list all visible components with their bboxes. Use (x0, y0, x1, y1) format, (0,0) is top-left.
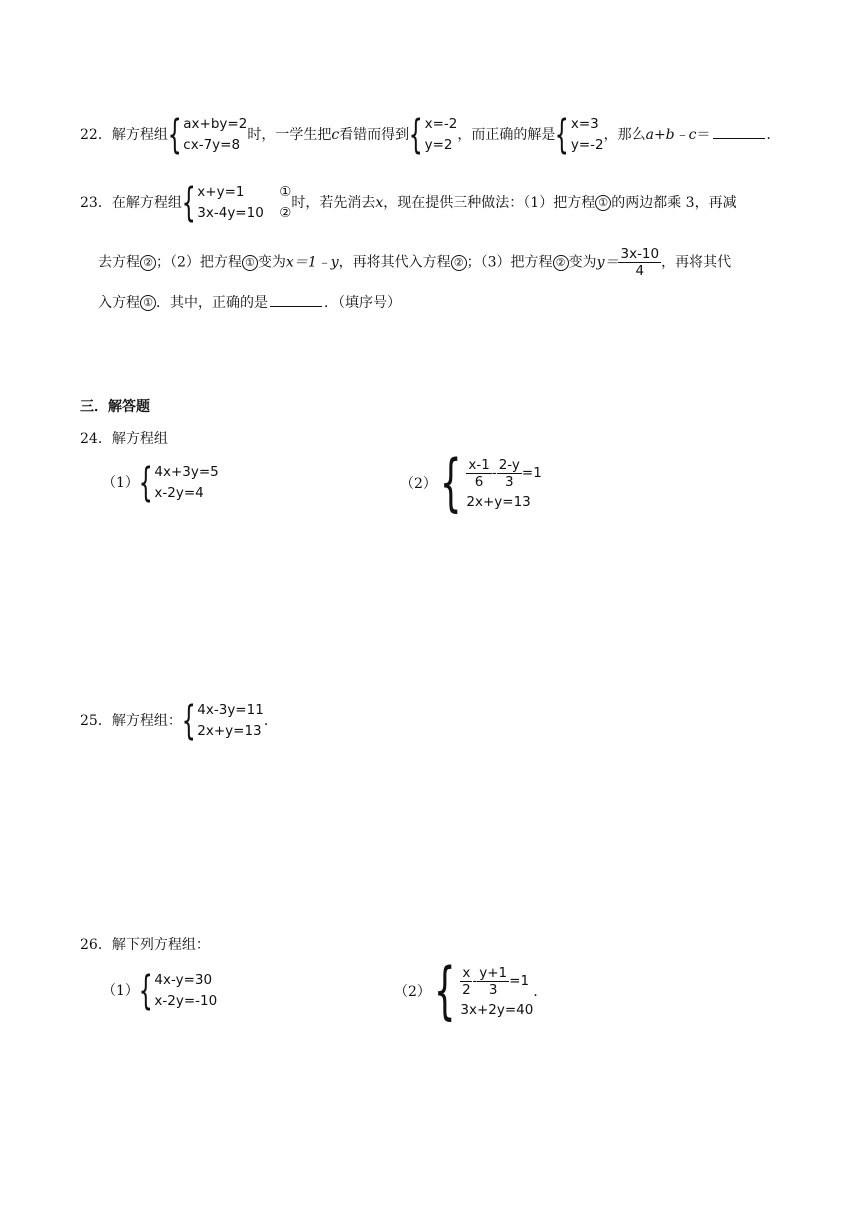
equation: x+y=1 (197, 184, 245, 200)
expression: y＝ (596, 254, 619, 271)
q23-text: 去方程 (98, 254, 140, 271)
equation: y=2 (424, 137, 453, 153)
equation: 3x+2y=40 (460, 1001, 534, 1018)
expression: x＝1﹣y (285, 254, 339, 271)
equation (466, 457, 541, 490)
variable: c (331, 127, 340, 143)
brace-icon: { (181, 180, 196, 226)
q22-text: 看错而得到 (339, 127, 410, 143)
equation-system (139, 970, 217, 1012)
brace-icon: { (138, 968, 153, 1014)
q22-text: ＝ (696, 127, 711, 143)
question-23-line3 (98, 292, 401, 312)
q23-text: 入方程 (98, 295, 140, 311)
q23-text: ；（3）把方程 (466, 254, 553, 271)
q24-text: 解方程组 (111, 431, 168, 447)
equation: x=3 (570, 116, 599, 132)
q22-text: ． (766, 127, 781, 143)
q24-part2 (400, 446, 542, 519)
q23-text: ．其中，正确的是 (156, 295, 268, 311)
question-23-line2 (98, 246, 731, 279)
question-24-title (80, 428, 168, 448)
equation: 4x+3y=5 (154, 464, 219, 480)
q26-number: 26． (80, 937, 112, 953)
equation-system (139, 462, 219, 504)
brace-icon: { (408, 112, 423, 158)
q23-text: ，再将其代入方程 (338, 254, 451, 271)
q23-text: ．（填序号） (324, 295, 401, 311)
answer-blank[interactable] (270, 294, 322, 307)
circled-number: ① (140, 295, 156, 311)
operator: - (472, 973, 478, 989)
q25-text: ． (263, 713, 278, 729)
brace-icon: { (138, 460, 153, 506)
question-22 (80, 114, 781, 156)
section-heading: 三．解答题 (80, 399, 150, 415)
answer-blank[interactable] (713, 126, 765, 139)
q26-text: ． (533, 984, 548, 1000)
q22-text: ，而正确的解是 (457, 127, 556, 143)
part-label: （2） (400, 476, 437, 492)
q22-text: 时，一学生把 (247, 127, 332, 143)
q23-number: 23． (80, 195, 112, 211)
brace-icon: { (433, 954, 456, 1027)
brace-icon: { (439, 446, 462, 519)
equation: 2x+y=13 (197, 723, 262, 739)
part-label: （1） (102, 475, 139, 491)
equation-system (431, 954, 534, 1027)
fraction-denominator: 3 (505, 473, 514, 490)
q26-part2 (394, 954, 548, 1027)
q23-text: ，再将其代 (661, 254, 732, 271)
brace-icon: { (167, 112, 182, 158)
equation (460, 965, 533, 998)
circled-number: ② (451, 255, 467, 271)
fraction-numerator: x (462, 964, 471, 981)
fraction-denominator: 6 (474, 473, 484, 490)
question-23-line1 (80, 182, 737, 224)
q25-number: 25． (80, 713, 112, 729)
fraction-denominator: 3 (488, 981, 498, 998)
equation-rhs: =1 (521, 465, 542, 481)
q24-number: 24． (80, 431, 112, 447)
q23-text: 变为 (568, 254, 597, 271)
equation-system (437, 446, 542, 519)
q23-text: ；（2）把方程 (156, 254, 242, 271)
equation-rhs: =1 (509, 973, 530, 989)
q22-wrong-solution (409, 114, 457, 156)
fraction-numerator: 3x-10 (620, 246, 660, 262)
part-label: （1） (102, 983, 139, 999)
q23-text: 在解方程组 (111, 195, 182, 211)
fraction-denominator: 2 (462, 981, 471, 998)
equation: x-2y=4 (154, 485, 204, 501)
q22-system (168, 114, 248, 156)
equation-marker: ① (279, 184, 292, 200)
equation: 4x-3y=11 (197, 702, 264, 718)
q26-text: 解下列方程组： (111, 937, 210, 953)
q24-part1 (102, 462, 219, 504)
equation: ax+by=2 (183, 116, 248, 132)
circled-number: ① (595, 195, 611, 211)
q26-part1 (102, 970, 217, 1012)
equation: 2x+y=13 (466, 493, 531, 510)
fraction-denominator: 4 (635, 263, 645, 279)
fraction-numerator: y+1 (479, 964, 508, 981)
q22-text: 解方程组 (111, 127, 168, 143)
equation: cx-7y=8 (183, 137, 241, 153)
equation-marker: ② (279, 205, 292, 221)
equation: x-2y=-10 (154, 993, 218, 1009)
fraction (618, 246, 661, 279)
q23-text: 时，若先消去 (291, 195, 376, 211)
expression: a+b﹣c (645, 127, 697, 143)
part-label: （2） (394, 984, 431, 1000)
q23-text: 的两边都乘 3，再减 (611, 195, 737, 211)
circled-number: ① (242, 255, 258, 271)
circled-number: ② (553, 255, 569, 271)
brace-icon: { (181, 698, 196, 744)
equation: 3x-4y=10 (197, 205, 264, 221)
equation-system (182, 700, 264, 742)
q23-system (182, 182, 292, 224)
circled-number: ② (140, 255, 156, 271)
q22-text: ，那么 (603, 127, 646, 143)
equation: x=-2 (424, 116, 458, 132)
equation: y=-2 (570, 137, 604, 153)
variable: x (375, 195, 384, 211)
question-25 (80, 700, 278, 742)
q22-correct-solution (555, 114, 603, 156)
q22-number: 22． (80, 127, 112, 143)
equation: 4x-y=30 (154, 972, 213, 988)
fraction-numerator: 2-y (498, 456, 520, 473)
fraction-numerator: x-1 (468, 456, 490, 473)
operator: - (491, 465, 497, 481)
q23-text: 变为 (257, 254, 286, 271)
brace-icon: { (555, 112, 570, 158)
question-26-title (80, 934, 210, 954)
q25-text: 解方程组： (111, 713, 182, 729)
q23-text: ，现在提供三种做法：（1）把方程 (383, 195, 596, 211)
